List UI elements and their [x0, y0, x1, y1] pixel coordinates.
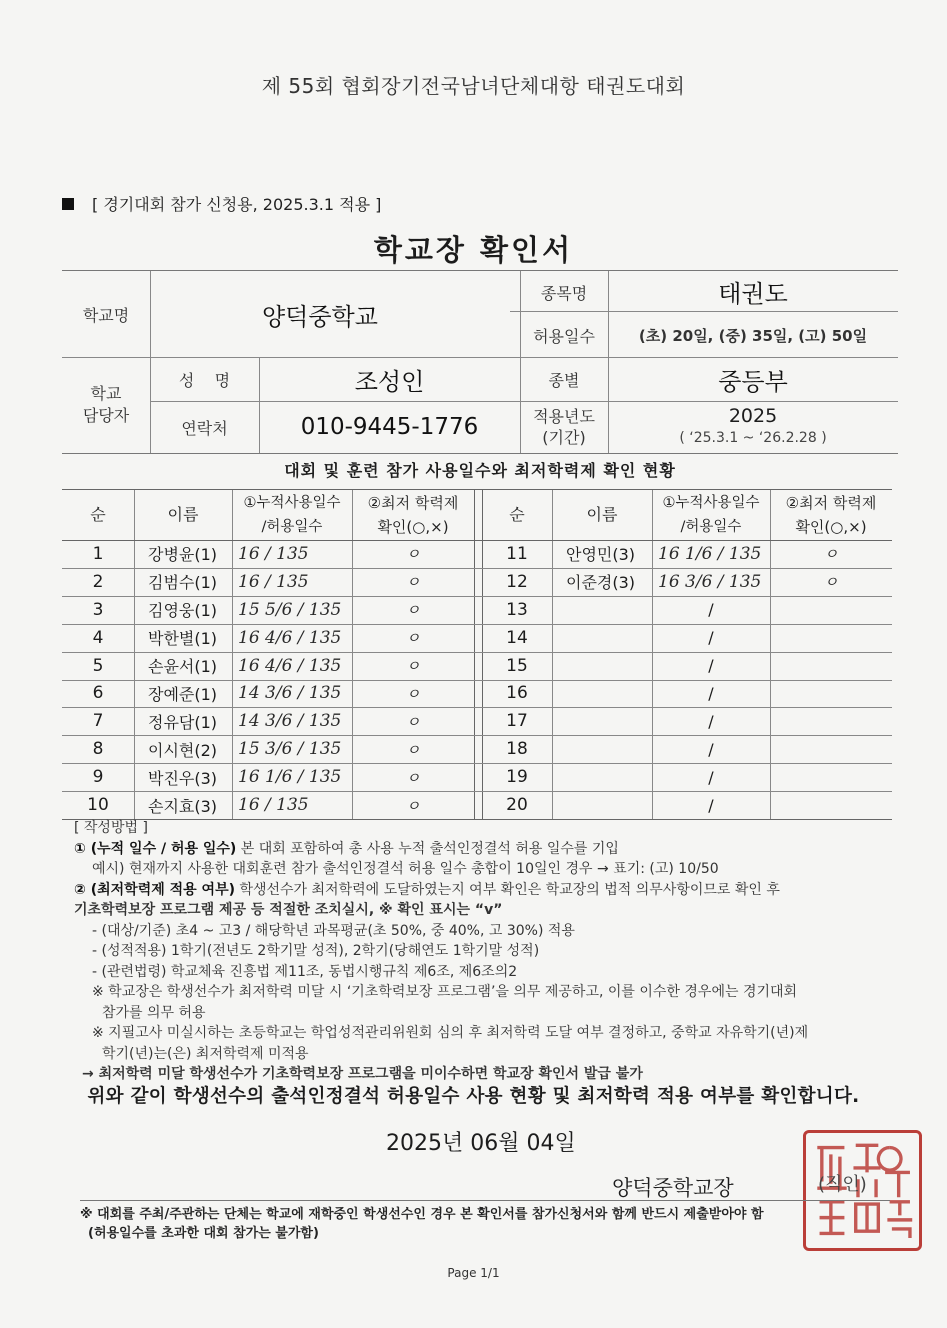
column-header-academic: ②최저 학력제 확인(○,×)	[367, 494, 459, 536]
academic-check-mark: ㅇ	[405, 545, 421, 564]
academic-check-mark	[770, 763, 892, 791]
row-number: 6	[92, 683, 104, 704]
academic-check-mark	[770, 735, 892, 763]
days-used: /	[708, 795, 714, 815]
row-number: 10	[87, 795, 109, 816]
athlete-name: 손지효(3)	[148, 796, 218, 816]
school-info-table	[62, 270, 898, 454]
athlete-name: 김범수(1)	[148, 573, 218, 593]
column-header-name: 이름	[586, 505, 618, 524]
academic-check-mark: ㅇ	[405, 712, 421, 731]
column-header-days: ①누적사용일수 /허용일수	[243, 495, 341, 535]
athlete-name	[552, 680, 652, 708]
row-number: 5	[92, 655, 104, 676]
academic-check-mark	[770, 624, 892, 652]
athlete-name: 이시현(2)	[148, 740, 218, 760]
days-used-handwritten: 16 4/6 / 135	[238, 627, 342, 648]
row-number: 20	[506, 795, 528, 816]
square-bullet-icon	[62, 198, 74, 210]
usage-line: [ 경기대회 참가 신청용, 2025.3.1 적용 ]	[62, 192, 381, 215]
note-8: → 최저학력 미달 학생선수가 기초학력보장 프로그램을 미이수하면 학교장 확인서 발급 불가	[82, 1066, 643, 1082]
days-used: /	[708, 739, 714, 759]
note-1: ① (누적 일수 / 허용 일수) 본 대회 포함하여 총 사용 누적 출석인정결석 허용 일수를 기입	[74, 840, 619, 857]
contact-label: 연락처	[181, 418, 228, 438]
section-title: 대회 및 훈련 참가 사용일수와 최저학력제 확인 현황	[284, 461, 676, 480]
column-header-name: 이름	[167, 505, 199, 524]
column-header-no: 순	[509, 505, 525, 524]
days-used-handwritten: 15 5/6 / 135	[238, 599, 342, 620]
event-title: 제 55회 협회장기전국남녀단체대항 태권도대회	[261, 74, 686, 98]
row-number: 1	[92, 543, 104, 564]
row-number: 18	[506, 739, 528, 760]
days-used-handwritten: 16 4/6 / 135	[238, 655, 342, 676]
form-title: 학교장 확인서	[373, 233, 574, 267]
days-used-handwritten: 16 / 135	[238, 795, 309, 816]
row-number: 4	[92, 627, 104, 648]
days-used-handwritten: 16 1/6 / 135	[238, 767, 342, 788]
row-number: 2	[92, 571, 104, 592]
column-header-academic: ②최저 학력제 확인(○,×)	[785, 494, 877, 536]
note-3: - (대상/기준) 초4 ~ 고3 / 해당학년 과목평균(초 50%, 중 40%, 고 30%) 적용	[92, 922, 575, 939]
athlete-name: 박한별(1)	[148, 629, 218, 649]
year-value: 2025	[728, 405, 778, 427]
academic-check-mark	[770, 707, 892, 735]
days-used-handwritten: 14 3/6 / 135	[238, 683, 342, 704]
athlete-name: 이준경(3)	[566, 573, 636, 593]
academic-check-mark	[770, 791, 892, 819]
academic-check-mark: ㅇ	[405, 796, 421, 815]
signer-title: 양덕중학교장	[612, 1176, 734, 1200]
row-number: 11	[506, 543, 528, 564]
athlete-name	[552, 763, 652, 791]
footnote: ※ 대회를 주최/주관하는 단체는 학교에 재학중인 학생선수인 경우 본 확인서를 참가신청서와 함께 반드시 제출받아야 함 (허용일수를 초과한 대회 참가는 불가함)	[80, 1200, 890, 1243]
athlete-name: 김영웅(1)	[148, 601, 218, 621]
allowed-days-value: (초) 20일, (중) 35일, (고) 50일	[638, 326, 868, 345]
athlete-name: 장예준(1)	[148, 684, 218, 704]
athlete-name	[552, 624, 652, 652]
period-value: ( ‘25.3.1 ~ ‘26.2.28 )	[679, 430, 827, 446]
row-number: 14	[506, 627, 528, 648]
days-used-handwritten: 15 3/6 / 135	[238, 739, 342, 760]
athlete-name: 정유담(1)	[148, 712, 218, 732]
row-number: 17	[506, 711, 528, 732]
athlete-name	[552, 707, 652, 735]
academic-check-mark: ㅇ	[405, 684, 421, 703]
academic-check-mark	[770, 596, 892, 624]
academic-check-mark	[770, 680, 892, 708]
note-6-cont: 참가를 의무 허용	[102, 1004, 206, 1021]
row-number: 7	[92, 711, 104, 732]
note-4: - (성적적용) 1학기(전년도 2학기말 성적), 2학기(당해연도 1학기말 성적)	[92, 943, 540, 959]
note-1-example: 예시) 현재까지 사용한 대회훈련 참가 출석인정결석 허용 일수 총합이 10일인 경우 → 표기: (고) 10/50	[92, 861, 719, 877]
confirmation-statement: 위와 같이 학생선수의 출석인정결석 허용일수 사용 현황 및 최저학력 적용 여부를 확인합니다.	[87, 1086, 860, 1107]
academic-check-mark: ㅇ	[405, 740, 421, 759]
school-name: 양덕중학교	[262, 302, 378, 331]
contact-value: 010-9445-1776	[300, 414, 479, 440]
academic-check-mark	[770, 652, 892, 680]
event-value: 태권도	[718, 279, 788, 308]
manager-label: 학교 담당자	[82, 384, 130, 425]
note-2: ② (최저학력제 적용 여부) 학생선수가 최저학력에 도달하였는지 여부 확인은 학교장의 법적 의무사항이므로 확인 후	[74, 881, 780, 898]
row-number: 8	[92, 739, 104, 760]
row-number: 15	[506, 655, 528, 676]
notes-heading: [ 작성방법 ]	[74, 820, 148, 836]
column-header-days: ①누적사용일수 /허용일수	[662, 495, 760, 535]
manager-name: 조성인	[354, 367, 425, 396]
days-used-handwritten: 16 / 135	[238, 571, 309, 592]
days-used: /	[708, 628, 714, 648]
year-value-cell	[608, 401, 898, 453]
athlete-name	[552, 596, 652, 624]
column-header-no: 순	[90, 505, 106, 524]
name-label: 성 명	[178, 370, 231, 390]
athlete-name: 박진우(3)	[148, 768, 218, 788]
days-used: /	[708, 656, 714, 676]
academic-check-mark: ㅇ	[405, 573, 421, 592]
seal-label: (직인)	[818, 1174, 867, 1195]
allowed-days-label: 허용일수	[533, 326, 595, 346]
row-number: 9	[92, 767, 104, 788]
row-number: 16	[506, 683, 528, 704]
row-number: 3	[92, 599, 104, 620]
academic-check-mark: ㅇ	[405, 657, 421, 676]
division-value: 중등부	[718, 367, 788, 396]
event-label: 종목명	[540, 283, 588, 303]
row-number: 12	[506, 571, 528, 592]
days-used: /	[708, 600, 714, 620]
athlete-name	[552, 735, 652, 763]
row-number: 13	[506, 599, 528, 620]
note-5: - (관련법령) 학교체육 진흥법 제11조, 동법시행규칙 제6조, 제6조의2	[92, 963, 518, 980]
athlete-name: 강병윤(1)	[148, 545, 218, 565]
athlete-table	[62, 489, 892, 820]
academic-check-mark: ㅇ	[823, 573, 839, 592]
page-number: Page 1/1	[447, 1266, 500, 1280]
academic-check-mark: ㅇ	[405, 629, 421, 648]
issue-date: 2025년 06월 04일	[386, 1131, 576, 1156]
academic-check-mark: ㅇ	[405, 768, 421, 787]
note-7-cont: 학기(년)는(은) 최저학력제 미적용	[102, 1045, 309, 1062]
academic-check-mark: ㅇ	[823, 545, 839, 564]
athlete-name: 안영민(3)	[566, 545, 636, 565]
note-2-cont: 기초학력보장 프로그램 제공 등 적절한 조치실시, ※ 확인 표시는 “v”	[74, 902, 503, 918]
note-7: ※ 지필고사 미실시하는 초등학교는 학업성적관리위원회 심의 후 최저학력 도달 여부 결정하고, 중학교 자유학기(년)제	[92, 1025, 809, 1041]
year-label: 적용년도 (기간)	[533, 407, 595, 447]
days-used: /	[708, 767, 714, 787]
days-used-handwritten: 16 1/6 / 135	[658, 543, 762, 564]
days-used: /	[708, 683, 714, 703]
athlete-name	[552, 791, 652, 819]
division-label: 종별	[548, 370, 580, 390]
row-number: 19	[506, 767, 528, 788]
days-used: /	[708, 711, 714, 731]
athlete-name	[552, 652, 652, 680]
days-used-handwritten: 16 / 135	[238, 543, 309, 564]
academic-check-mark: ㅇ	[405, 601, 421, 620]
days-used-handwritten: 14 3/6 / 135	[238, 711, 342, 732]
athlete-name: 손윤서(1)	[148, 657, 218, 677]
school-label: 학교명	[82, 305, 130, 325]
note-6: ※ 학교장은 학생선수가 최저학력 미달 시 ‘기초학력보장 프로그램’을 의무 제공하고, 이를 이수한 경우에는 경기대회	[92, 984, 798, 1000]
days-used-handwritten: 16 3/6 / 135	[658, 571, 762, 592]
writing-instructions	[74, 818, 904, 1085]
